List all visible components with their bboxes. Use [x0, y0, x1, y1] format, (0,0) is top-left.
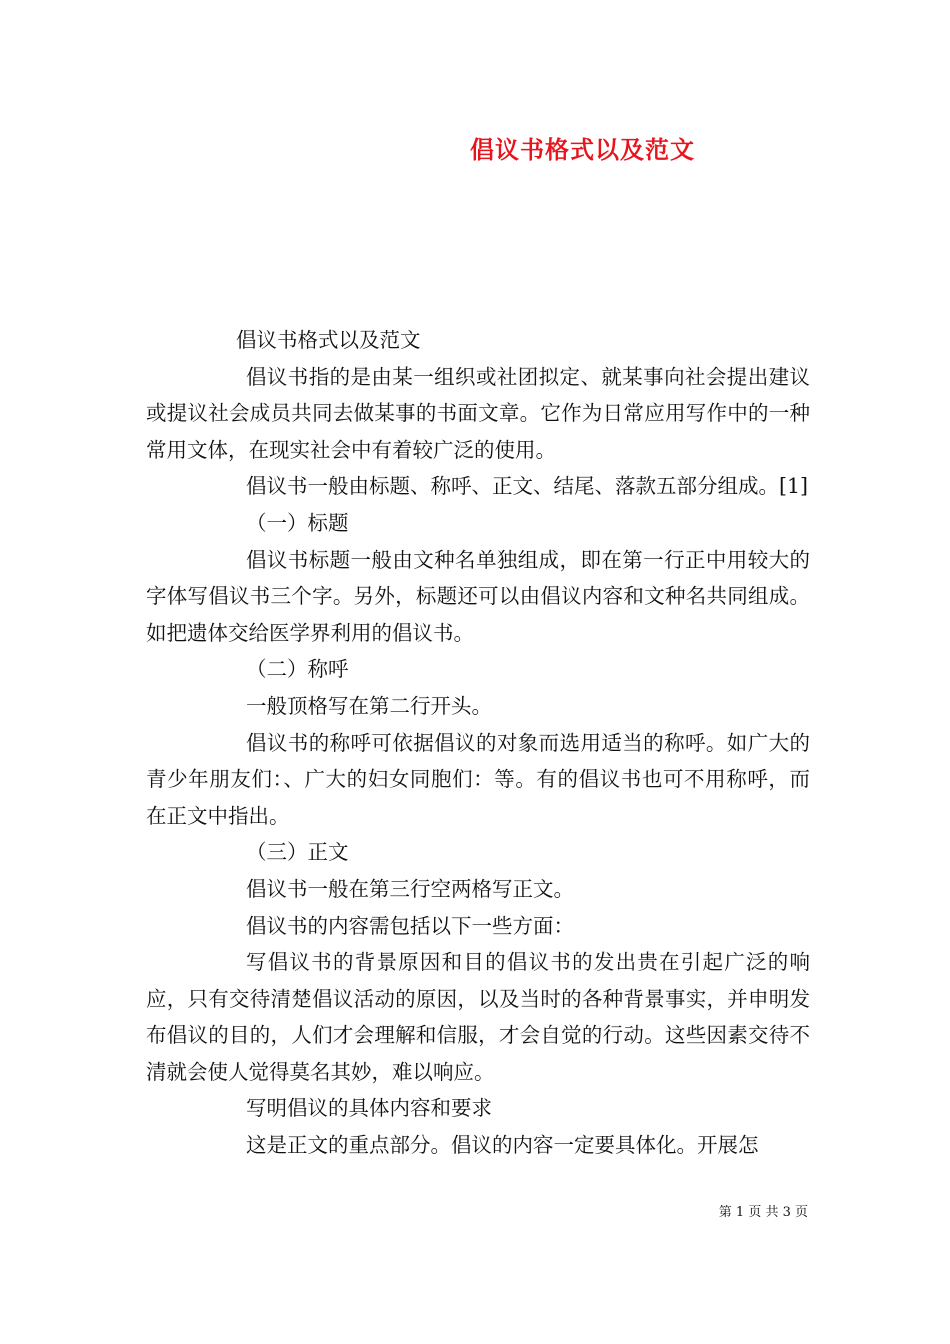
paragraph-body-position: 倡议书一般在第三行空两格写正文。: [246, 876, 574, 901]
paragraph-body-content: 倡议书的内容需包括以下一些方面：: [246, 913, 574, 938]
paragraph-subtitle: 倡议书格式以及范文: [236, 328, 421, 352]
paragraph-key-part: 这是正文的重点部分。倡议的内容一定要具体化。开展怎: [246, 1133, 759, 1158]
paragraph-composition: 倡议书一般由标题、称呼、正文、结尾、落款五部分组成。[1]: [246, 474, 809, 499]
section-heading-body: （三）正文: [246, 840, 349, 865]
paragraph-title-desc: 倡议书标题一般由文种名单独组成，即在第一行正中用较大的字体写倡议书三个字。另外，标题还可以由倡议内容和文种名共同组成。如把遗体交给医学界利用的倡议书。: [146, 547, 810, 645]
page-title: 倡议书格式以及范文: [470, 135, 695, 164]
paragraph-background: 写倡议书的背景原因和目的倡议书的发出贵在引起广泛的响应，只有交待清楚倡议活动的原因，以及当时的各种背景事实，并申明发布倡议的目的，人们才会理解和信服，才会自觉的行动。这些因素交待不清就会使人觉得莫名其妙，难以响应。: [146, 950, 810, 1084]
document-body: [146, 322, 810, 1164]
section-heading-title: （一）标题: [246, 510, 349, 535]
paragraph-salutation-position: 一般顶格写在第二行开头。: [246, 693, 492, 718]
paragraph-definition: 倡议书指的是由某一组织或社团拟定、就某事向社会提出建议或提议社会成员共同去做某事的书面文章。它作为日常应用写作中的一种常用文体，在现实社会中有着较广泛的使用。: [146, 364, 810, 462]
section-heading-salutation: （二）称呼: [246, 657, 349, 682]
paragraph-salutation-desc: 倡议书的称呼可依据倡议的对象而选用适当的称呼。如广大的青少年朋友们：、广大的妇女同胞们：等。有的倡议书也可不用称呼，而在正文中指出。: [146, 730, 810, 828]
page-number: 第 1 页 共 3 页: [718, 1205, 808, 1220]
paragraph-specific-heading: 写明倡议的具体内容和要求: [246, 1096, 492, 1121]
